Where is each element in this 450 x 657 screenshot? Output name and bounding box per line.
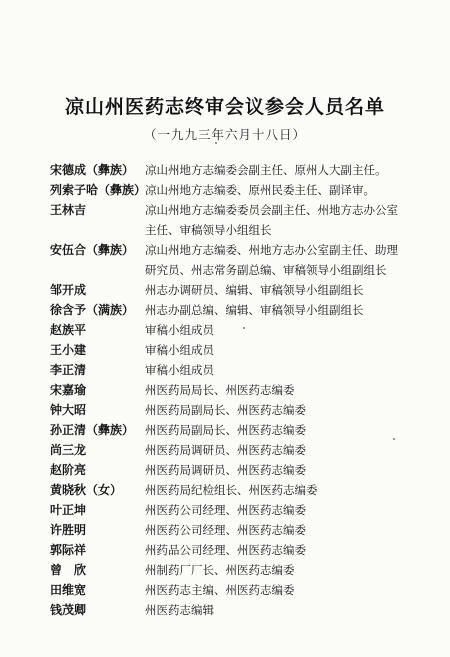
- attendee-name: 宋嘉瑜: [50, 383, 87, 397]
- attendee-role: [145, 500, 410, 520]
- attendee-role-line: 州医药志编辑: [145, 603, 214, 617]
- attendee-role-line: 州医药局调研员、州医药志编委: [145, 463, 306, 477]
- attendee-row: [50, 200, 410, 240]
- attendee-role-line: 州药品公司经理、州医药志编委: [145, 543, 306, 557]
- attendee-list: [50, 160, 410, 620]
- scan-speck: [393, 438, 395, 440]
- attendee-name: 钱茂卿: [50, 603, 87, 617]
- attendee-name: 叶正坤: [50, 503, 87, 517]
- attendee-role-line: 凉山州地方志编委委员会副主任、州地方志办公室: [145, 203, 398, 217]
- attendee-role-line: 州医药公司经理、州医药志编委: [145, 503, 306, 517]
- attendee-row: [50, 180, 410, 200]
- attendee-row: [50, 580, 410, 600]
- attendee-role: [145, 180, 410, 200]
- attendee-role-line: 州制药厂厂长、州医药志编委: [145, 563, 295, 577]
- attendee-role-line: 主任、审稿领导小组组长: [145, 223, 272, 237]
- attendee-name: 赵族平: [50, 323, 87, 337]
- attendee-row: [50, 500, 410, 520]
- attendee-row: [50, 560, 410, 580]
- attendee-role: [145, 320, 410, 340]
- attendee-role: [145, 480, 410, 500]
- attendee-role-line: 州医药局调研员、州医药志编委: [145, 443, 306, 457]
- attendee-role-line: 凉山州地方志编委会副主任、原州人大副主任。: [145, 163, 387, 177]
- attendee-role: [145, 440, 410, 460]
- attendee-role: [145, 600, 410, 620]
- scan-speck: [215, 142, 217, 144]
- attendee-name: 钟大昭: [50, 403, 87, 417]
- attendee-name: 黄晓秋（女）: [50, 483, 123, 497]
- attendee-row: [50, 280, 410, 300]
- attendee-row: [50, 160, 410, 180]
- attendee-row: [50, 480, 410, 500]
- attendee-row: [50, 380, 410, 400]
- attendee-role: [145, 300, 410, 320]
- attendee-role: [145, 380, 410, 400]
- attendee-role: [145, 340, 410, 360]
- attendee-role-line: 凉山州地方志编委、原州民委主任、副译审。: [145, 183, 375, 197]
- scan-speck: [243, 327, 245, 329]
- attendee-role-line: 州医药局副局长、州医药志编委: [145, 403, 306, 417]
- attendee-role-line: 州医药局副局长、州医药志编委: [145, 423, 306, 437]
- attendee-row: [50, 440, 410, 460]
- attendee-role: [145, 240, 410, 280]
- attendee-name: 列索子哈（彝族）: [50, 183, 147, 197]
- attendee-row: [50, 320, 410, 340]
- attendee-role-line: 州医药志主编、州医药志编委: [145, 583, 295, 597]
- attendee-role-line: 研究员、州志常务副总编、审稿领导小组副组长: [145, 263, 387, 277]
- attendee-row: [50, 360, 410, 380]
- attendee-role: [145, 540, 410, 560]
- attendee-role-line: 凉山州地方志编委、州地方志办公室副主任、助理: [145, 243, 398, 257]
- attendee-role-line: 审稿小组成员: [145, 343, 214, 357]
- attendee-role-line: 州志办副总编、编辑、审稿领导小组副组长: [145, 303, 364, 317]
- page-title: 凉山州医药志终审会议参会人员名单: [64, 96, 385, 118]
- attendee-role-line: 审稿小组成员: [145, 323, 214, 337]
- attendee-name: 许胜明: [50, 523, 87, 537]
- attendee-row: [50, 240, 410, 280]
- attendee-row: [50, 420, 410, 440]
- attendee-row: [50, 300, 410, 320]
- attendee-role: [145, 560, 410, 580]
- attendee-row: [50, 600, 410, 620]
- attendee-role-line: 州志办调研员、编辑、审稿领导小组副组长: [145, 283, 364, 297]
- meeting-date: （一九九三年六月十八日）: [143, 127, 306, 142]
- attendee-role: [145, 160, 410, 180]
- attendee-name: 郭际祥: [50, 543, 87, 557]
- attendee-name: 李正清: [50, 363, 87, 377]
- attendee-role: [145, 280, 410, 300]
- attendee-name: 徐含予（满族）: [50, 303, 135, 317]
- attendee-role-line: 州医药局纪检组长、州医药志编委: [145, 483, 318, 497]
- attendee-row: [50, 460, 410, 480]
- attendee-row: [50, 400, 410, 420]
- attendee-name: 尚三龙: [50, 443, 87, 457]
- attendee-role: [145, 420, 410, 440]
- attendee-name: 王林吉: [50, 203, 87, 217]
- attendee-name: 赵阶亮: [50, 463, 87, 477]
- attendee-name: 田维宽: [50, 583, 87, 597]
- attendee-role: [145, 200, 410, 240]
- attendee-role: [145, 580, 410, 600]
- attendee-row: [50, 540, 410, 560]
- attendee-role: [145, 460, 410, 480]
- attendee-name: 孙正清（彝族）: [50, 423, 135, 437]
- attendee-role: [145, 360, 410, 380]
- attendee-role-line: 州医药公司经理、州医药志编委: [145, 523, 306, 537]
- attendee-role: [145, 520, 410, 540]
- attendee-row: [50, 520, 410, 540]
- attendee-name: 安伍合（彝族）: [50, 243, 135, 257]
- attendee-name: 宋德成（彝族）: [50, 163, 135, 177]
- attendee-role-line: 审稿小组成员: [145, 363, 214, 377]
- attendee-name: 邹开成: [50, 283, 87, 297]
- attendee-name: 曾 欣: [50, 563, 87, 577]
- attendee-row: [50, 340, 410, 360]
- attendee-name: 王小建: [50, 343, 87, 357]
- attendee-role-line: 州医药局局长、州医药志编委: [145, 383, 295, 397]
- attendee-role: [145, 400, 410, 420]
